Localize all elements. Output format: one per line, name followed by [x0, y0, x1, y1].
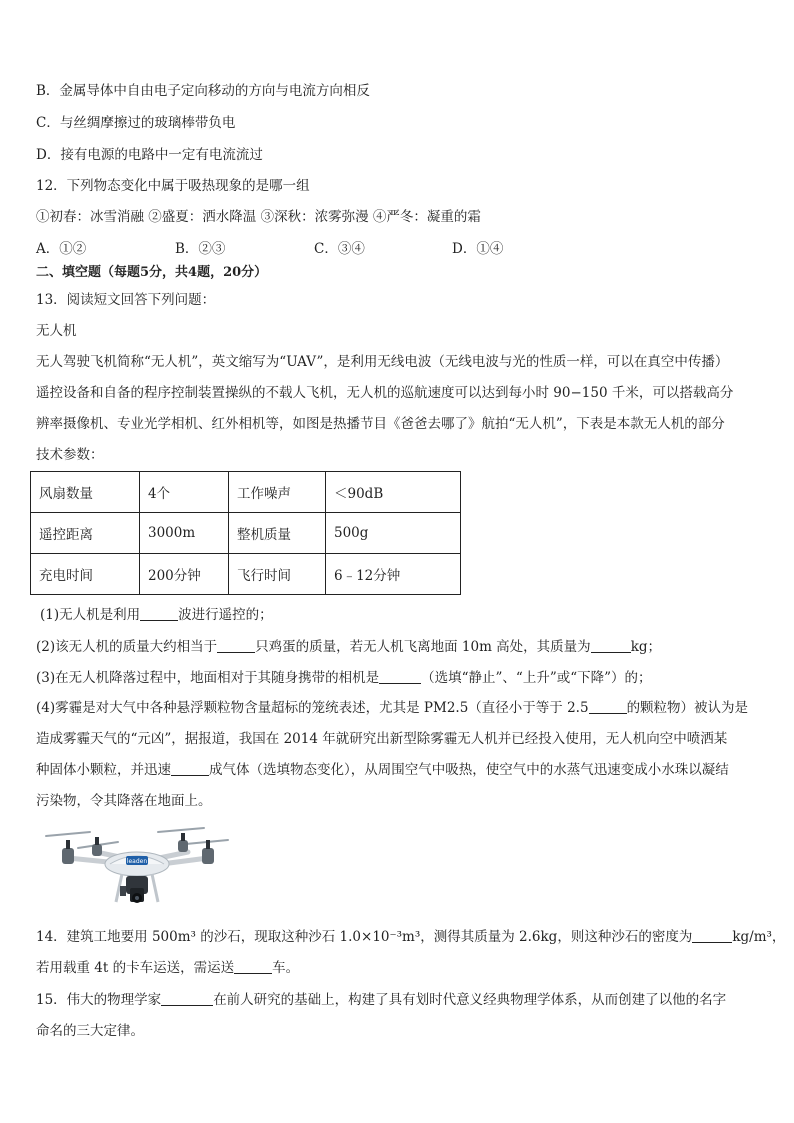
table-cell: 整机质量 — [229, 513, 326, 554]
q13-sub3-text: (3)在无人机降落过程中，地面相对于其随身携带的相机是 — [36, 670, 380, 686]
q13-sub3-text: （选填“静止”、“上升”或“下降”）的； — [421, 670, 652, 686]
q12-stem: 12．下列物态变化中属于吸热现象的是哪一组 — [36, 178, 310, 194]
q13-sub4 — [36, 693, 758, 817]
q13-sub4-text: 种固体小颗粒，并迅速 — [36, 762, 171, 778]
answer-blank[interactable] — [379, 669, 421, 684]
q14-text: kg/m³， — [732, 929, 786, 945]
section-title: 二、填空题（每题5分，共4题，20分） — [36, 265, 268, 280]
q13-stem: 13．阅读短文回答下列问题： — [36, 292, 216, 308]
q15-line2: 命名的三大定律。 — [36, 1023, 144, 1039]
q12-items: ①初春：冰雪消融 ②盛夏：洒水降温 ③深秋：浓雾弥漫 ④严冬：凝重的霜 — [36, 209, 481, 225]
q12-option-b: B．②③ — [175, 241, 226, 257]
table-cell: 3000m — [140, 513, 229, 554]
q15-text: 15．伟大的物理学家 — [36, 992, 162, 1008]
article-line: 技术参数： — [36, 447, 104, 463]
q14-text: 14．建筑工地要用 500m³ 的沙石，现取这种沙石 1.0×10⁻³m³，测得其质量为 2.6kg，则这种沙石的密度为 — [36, 929, 693, 945]
answer-blank[interactable] — [589, 699, 627, 714]
answer-blank[interactable] — [234, 959, 272, 974]
q13-sub4-line: 造成雾霾天气的“元凶”，据报道，我国在 2014 年就研究出新型除雾霾无人机并已经投入使用，无人机向空中喷洒某 — [36, 731, 728, 747]
q14-text: 若用载重 4t 的卡车运送，需运送 — [36, 960, 235, 976]
table-cell: 6﹣12分钟 — [326, 554, 461, 595]
drone-brand: leaden — [126, 858, 148, 865]
table-row — [31, 472, 461, 513]
q13-sub4-line — [36, 693, 758, 724]
answer-blank[interactable] — [161, 991, 213, 1006]
table-cell: 200分钟 — [140, 554, 229, 595]
q14-line1 — [36, 928, 785, 946]
q13-sub4-line: 污染物，令其降落在地面上。 — [36, 793, 212, 809]
q13-sub2 — [36, 638, 661, 656]
table-cell: 500g — [326, 513, 461, 554]
answer-blank[interactable] — [591, 638, 631, 653]
article-body — [36, 347, 758, 471]
q13-sub4-text: 成气体（选填物态变化），从周围空气中吸热，使空气中的水蒸气迅速变成小水珠以凝结 — [209, 762, 729, 778]
article-line: 辨率摄像机、专业光学相机、红外相机等，如图是热播节目《爸爸去哪了》航拍“无人机”，下表是本款无人机的部分 — [36, 416, 725, 432]
q12-option-d: D．①④ — [452, 241, 504, 257]
q12-option-a: A．①② — [36, 241, 87, 257]
answer-blank[interactable] — [171, 761, 209, 776]
answer-blank[interactable] — [692, 928, 732, 943]
table-cell: 4个 — [140, 472, 229, 513]
answer-blank[interactable] — [140, 606, 178, 621]
q15-line1 — [36, 991, 726, 1009]
q13-sub1 — [40, 606, 273, 624]
q13-sub4-line — [36, 755, 758, 786]
q14-text: 车。 — [272, 960, 300, 976]
table-cell: 遥控距离 — [31, 513, 140, 554]
q14-line2 — [36, 959, 299, 977]
table-row — [31, 513, 461, 554]
q13-sub1-text: 波进行遥控的； — [178, 607, 273, 623]
q13-sub1-text: (1)无人机是利用 — [40, 607, 141, 623]
table-cell: 风扇数量 — [31, 472, 140, 513]
q15-text: 在前人研究的基础上，构建了具有划时代意义经典物理学体系，从而创建了以他的名字 — [213, 992, 727, 1008]
q12-option-c: C．③④ — [314, 241, 365, 257]
q11-option-b: B．金属导体中自由电子定向移动的方向与电流方向相反 — [36, 83, 370, 99]
table-row — [31, 554, 461, 595]
table-cell: ＜90dB — [326, 472, 461, 513]
table-cell: 充电时间 — [31, 554, 140, 595]
q13-sub3 — [36, 669, 652, 687]
spec-table — [30, 471, 461, 595]
q11-option-d: D．接有电源的电路中一定有电流流过 — [36, 147, 263, 163]
q13-sub2-text: (2)该无人机的质量大约相当于 — [36, 639, 218, 655]
q13-sub4-text: (4)雾霾是对大气中各种悬浮颗粒物含量超标的笼统表述，尤其是 PM2.5（直径小于等于 2.5 — [36, 700, 589, 716]
q13-sub2-text: kg； — [630, 639, 662, 655]
article-line: 无人驾驶飞机简称“无人机”，英文缩写为“UAV”，是利用无线电波（无线电波与光的性质一样，可以在真空中传播） — [36, 354, 729, 370]
table-cell: 工作噪声 — [229, 472, 326, 513]
article-line: 遥控设备和自备的程序控制装置操纵的不载人飞机，无人机的巡航速度可以达到每小时 90−150 千米，可以搭载高分 — [36, 385, 734, 401]
drone-image — [38, 826, 230, 914]
table-cell: 飞行时间 — [229, 554, 326, 595]
q11-option-c: C．与丝绸摩擦过的玻璃棒带负电 — [36, 115, 236, 131]
q13-sub2-text: 只鸡蛋的质量，若无人机飞离地面 10m 高处，其质量为 — [255, 639, 591, 655]
q13-sub4-text: 的颗粒物）被认为是 — [626, 700, 749, 716]
article-title: 无人机 — [36, 323, 77, 339]
answer-blank[interactable] — [217, 638, 255, 653]
